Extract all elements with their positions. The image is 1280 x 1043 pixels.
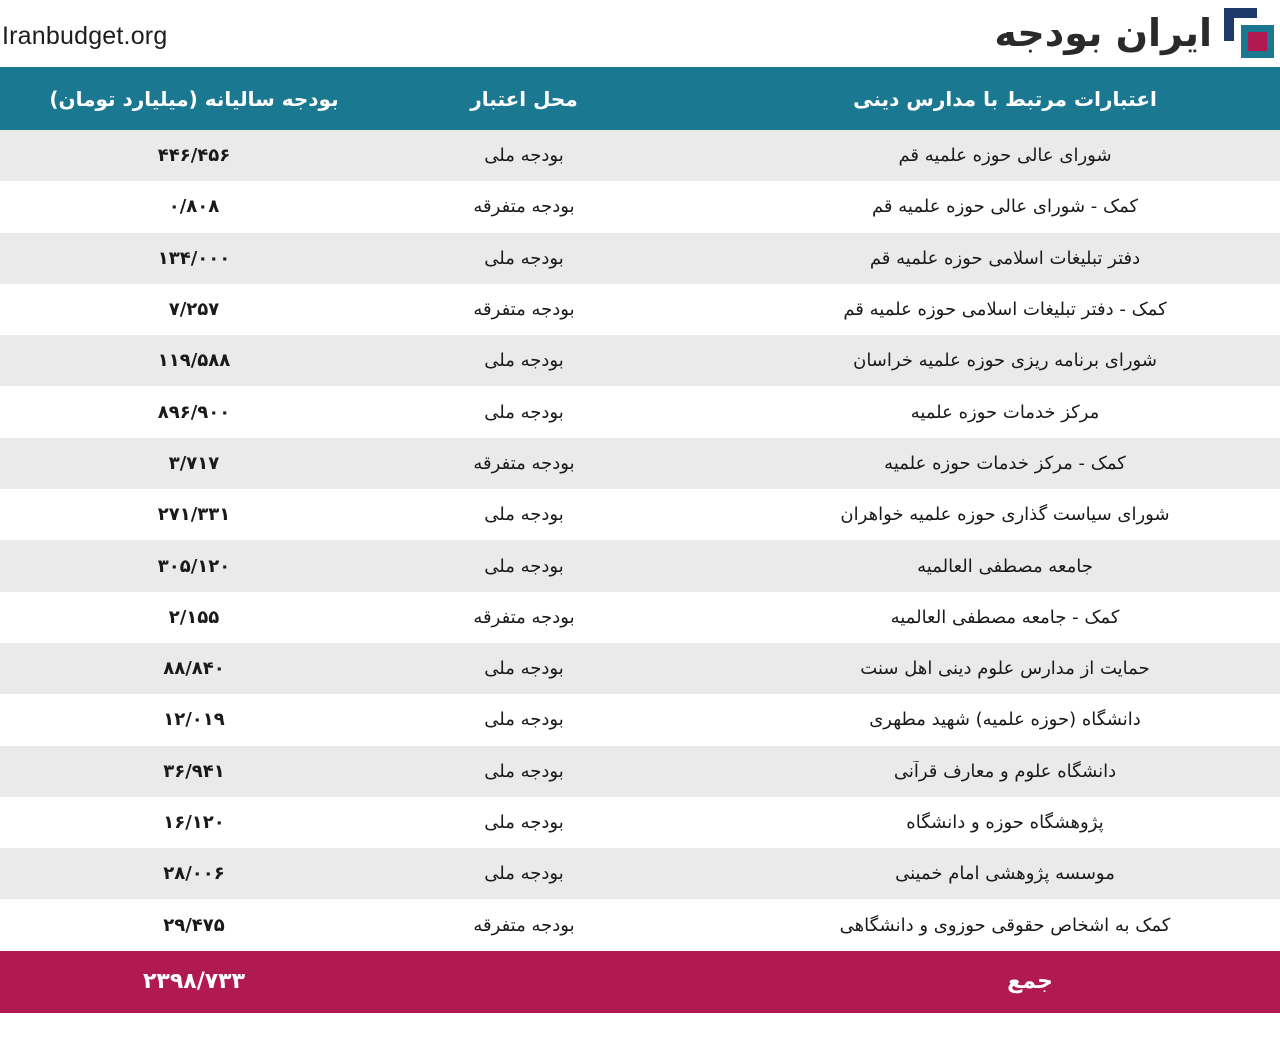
table-row [0,592,1280,643]
row-amount-cell: ۲۷۱/۳۳۱ [157,504,231,526]
row-name-cell: کمک - مرکز خدمات حوزه علمیه [884,452,1126,474]
total-label: جمع [1007,969,1053,995]
table-row [0,489,1280,540]
row-amount-cell: ۳۰۵/۱۲۰ [157,555,231,577]
row-name-cell: دانشگاه (حوزه علمیه) شهید مطهری [869,709,1141,731]
row-name-cell: حمایت از مدارس علوم دینی اهل سنت [860,658,1150,680]
row-place-cell: بودجه ملی [484,863,564,885]
row-place-cell: بودجه ملی [484,247,564,269]
row-amount-cell: ۸۸/۸۴۰ [163,658,225,680]
row-place-cell: بودجه متفرقه [473,196,575,218]
table-row [0,181,1280,232]
row-name-cell: پژوهشگاه حوزه و دانشگاه [906,812,1104,833]
table-header-row [0,67,1280,130]
row-name-cell: کمک - جامعه مصطفی العالمیه [890,606,1120,628]
table-row [0,335,1280,386]
row-name-cell: کمک - دفتر تبلیغات اسلامی حوزه علمیه قم [843,299,1167,321]
site-url: Iranbudget.org [2,22,168,50]
table-row [0,438,1280,489]
table-row [0,540,1280,591]
row-place-cell: بودجه ملی [484,350,564,372]
row-name-cell: شورای عالی حوزه علمیه قم [898,145,1112,167]
row-place-cell: بودجه متفرقه [473,914,575,936]
row-amount-cell: ۱۲/۰۱۹ [163,709,225,731]
column-header-place: محل اعتبار [470,86,578,111]
row-place-cell: بودجه ملی [484,555,564,577]
row-amount-cell: ۲۸/۰۰۶ [163,863,225,885]
column-header-name: اعتبارات مرتبط با مدارس دینی [853,86,1157,111]
row-name-cell: کمک - شورای عالی حوزه علمیه قم [871,196,1139,218]
row-amount-cell: ۴۴۶/۴۵۶ [157,145,231,167]
table-row [0,746,1280,797]
row-amount-cell: ۰/۸۰۸ [168,196,220,218]
row-place-cell: بودجه ملی [484,401,564,423]
table-body [0,130,1280,951]
row-amount-cell: ۸۹۶/۹۰۰ [157,401,231,423]
row-amount-cell: ۷/۲۵۷ [168,299,220,321]
row-place-cell: بودجه ملی [484,760,564,782]
budget-table [0,67,1280,1013]
row-name-cell: دفتر تبلیغات اسلامی حوزه علمیه قم [869,247,1141,269]
row-place-cell: بودجه ملی [484,812,564,833]
row-amount-cell: ۳۶/۹۴۱ [163,760,225,782]
brand [994,6,1274,60]
row-amount-cell: ۱۶/۱۲۰ [163,812,225,833]
row-name-cell: جامعه مصطفی العالمیه [917,555,1093,577]
table-row [0,899,1280,950]
row-place-cell: بودجه ملی [484,504,564,526]
table-row [0,130,1280,181]
row-amount-cell: ۱۱۹/۵۸۸ [157,350,231,372]
table-row [0,797,1280,848]
brand-name: ایران بودجه [994,11,1212,55]
table-row [0,848,1280,899]
column-header-amount: بودجه سالیانه (میلیارد تومان) [49,86,339,111]
total-amount: ۲۳۹۸/۷۳۳ [142,969,246,995]
row-place-cell: بودجه متفرقه [473,299,575,321]
row-amount-cell: ۳/۷۱۷ [168,452,220,474]
row-place-cell: بودجه ملی [484,658,564,680]
row-place-cell: بودجه متفرقه [473,606,575,628]
row-name-cell: شورای برنامه ریزی حوزه علمیه خراسان [853,350,1157,372]
table-row [0,233,1280,284]
row-name-cell: دانشگاه علوم و معارف قرآنی [893,760,1117,782]
row-name-cell: کمک به اشخاص حقوقی حوزوی و دانشگاهی [839,914,1171,936]
row-name-cell: مرکز خدمات حوزه علمیه [910,401,1100,423]
table-row [0,643,1280,694]
table-row [0,284,1280,335]
iranbudget-logo-icon [1224,8,1274,58]
row-name-cell: شورای سیاست گذاری حوزه علمیه خواهران [840,504,1170,526]
row-amount-cell: ۲/۱۵۵ [168,606,220,628]
row-place-cell: بودجه متفرقه [473,452,575,474]
row-place-cell: بودجه ملی [484,145,564,167]
row-place-cell: بودجه ملی [484,709,564,731]
row-amount-cell: ۱۳۴/۰۰۰ [157,247,231,269]
row-name-cell: موسسه پژوهشی امام خمینی [895,863,1115,885]
table-row [0,386,1280,437]
table-row [0,694,1280,745]
row-amount-cell: ۲۹/۴۷۵ [163,914,225,936]
table-total-row [0,951,1280,1013]
